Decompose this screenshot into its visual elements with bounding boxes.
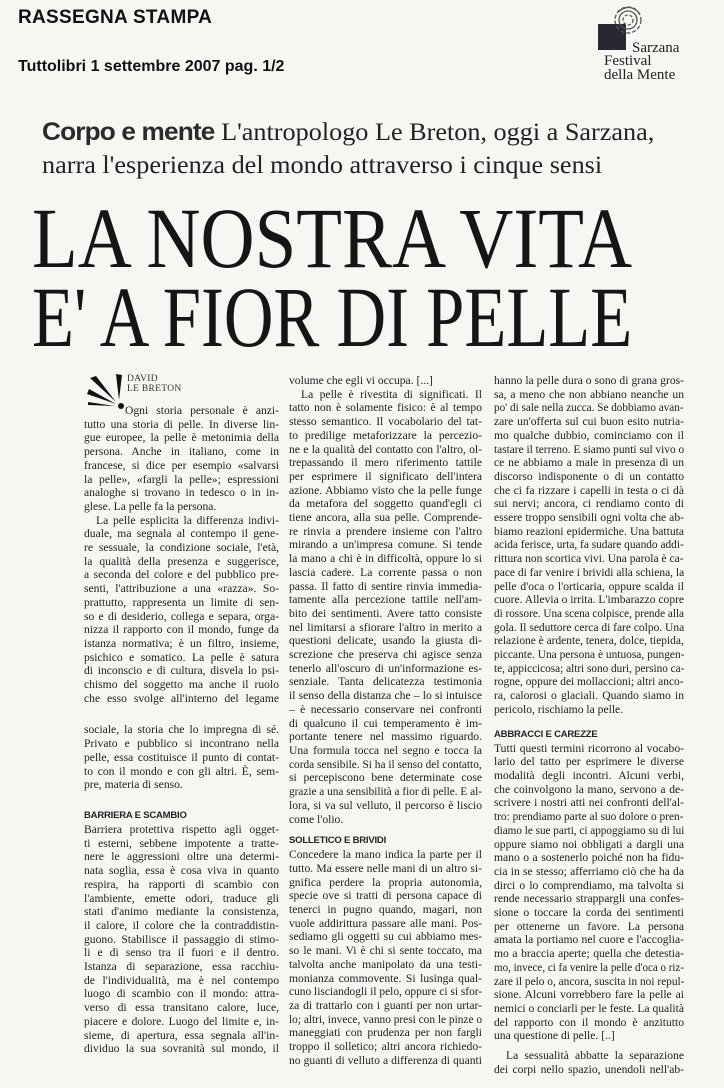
text-line: il senso della distanza che – lo si intuisce bbox=[289, 689, 482, 703]
text-line: il calore, il colore che la contraddistin- bbox=[84, 918, 279, 932]
text-line: troppo il solletico; altri ancora richiedo- bbox=[289, 1040, 482, 1054]
text-line: tutto. Ma essere nelle mani di un altro si- bbox=[289, 861, 482, 875]
logo-line-festival-text: Festival bbox=[604, 53, 652, 69]
text-line: guono. Stabilisce il passaggio di stimo- bbox=[84, 932, 279, 946]
text-line: ce ne abbiamo a male in presenza di un bbox=[494, 456, 684, 470]
text-line: la qualità della presenza e suggerisce, bbox=[84, 554, 279, 568]
text-line: relazione è ardente, tenera, dolce, tiepida, bbox=[494, 634, 684, 648]
text-line: bito dei sentimenti. Avere tatto consiste bbox=[289, 606, 482, 620]
text-line: mirando a un'impresa comune. Si tende bbox=[289, 538, 482, 552]
text-line: che coinvolgono la mano, servono a de- bbox=[494, 782, 684, 796]
text-line: sociale, la storia che lo impregna di sé. bbox=[84, 723, 279, 737]
text-line: come l'olio. bbox=[289, 812, 344, 826]
text-line: mo a braccia aperte; quella che detestia- bbox=[494, 947, 684, 961]
text-line: Una formula tocca nel segno e tocca la bbox=[289, 743, 482, 757]
text-line: sui nervi; ancora, ci rendiamo conto di bbox=[494, 497, 684, 511]
text-line: sa, a meno che non abbiano neanche un bbox=[494, 387, 684, 401]
text-line: lo; altri, invece, vanno presi con le pinze o bbox=[289, 1012, 483, 1026]
text-line: lora, si va sul velluto, il percorso è liscio bbox=[289, 798, 482, 812]
text-line: mo qualche dubbio, cominciamo con il bbox=[494, 428, 684, 442]
text-line: discorso indisponente o di un contatto bbox=[494, 469, 684, 483]
paragraph bbox=[289, 388, 482, 827]
section-heading: SOLLETICO E BRIVIDI bbox=[289, 835, 387, 847]
text-line: talvolta anche manipolato da una testi- bbox=[289, 957, 482, 971]
text-line: sione o toccare la corda dei sentimenti bbox=[494, 906, 684, 920]
text-line: dividuo la sua sovranità sul mondo, il bbox=[84, 1042, 279, 1056]
text-line: lario del tatto per esprimere le diverse bbox=[494, 755, 684, 769]
text-line: monianza commovente. Si lusinga qual- bbox=[289, 971, 482, 985]
text-line: stesso semantico. Il vocabolario del tat- bbox=[289, 415, 482, 429]
text-line: za di trattarlo con i guanti per non urtar- bbox=[289, 998, 482, 1012]
headline-line-2: E' A FIOR DI PELLE bbox=[32, 269, 633, 365]
text-line: tutto una storia di pelle. In diverse lin- bbox=[84, 417, 279, 431]
paragraph bbox=[84, 404, 279, 514]
text-line: glese. La pelle fa la persona. bbox=[84, 499, 217, 513]
text-line: psichico e somatico. La pelle è satura bbox=[84, 650, 279, 664]
text-line: sione. Alcuni vorrebbero fare la pelle ai bbox=[494, 988, 684, 1002]
text-line: hanno la pelle dura o sono di grana gros- bbox=[494, 374, 684, 387]
text-line: la mano a chi è in difficoltà, oppure lo si bbox=[289, 552, 482, 566]
text-line: Concedere la mano indica la parte per il bbox=[289, 848, 482, 862]
text-line: da metafora del soggetto quand'egli ci bbox=[289, 497, 482, 511]
festival-logo bbox=[596, 4, 706, 84]
subtitle-text-1: L'antropologo Le Breton, oggi a Sarzana, bbox=[221, 119, 655, 146]
paragraph bbox=[84, 723, 279, 792]
text-line: sieme, di apertura, essa segnala all'in- bbox=[84, 1028, 279, 1042]
text-line: vuole addirittura passare alle mani. Pos- bbox=[289, 916, 482, 930]
text-line: mano o a sostenerlo poiché non ha fidu- bbox=[494, 851, 684, 865]
author-last-name: LE BRETON bbox=[127, 384, 182, 394]
text-line: rogne, oppure dei mollaccioni; altri anco- bbox=[494, 675, 684, 689]
text-line: no guanti di velluto a differenza di quanti bbox=[289, 1053, 482, 1067]
text-line: francese, si dice per esempio «salvarsi bbox=[84, 458, 279, 472]
text-line: portante tenere nel massimo riguardo. bbox=[289, 730, 482, 744]
paragraph bbox=[494, 1049, 684, 1076]
text-line: per ottenerne un favore. La persona bbox=[494, 919, 684, 933]
text-line: Tutti questi termini ricorrono al vocabo- bbox=[494, 741, 684, 755]
headline-line-1: LA NOSTRA VITA bbox=[32, 190, 633, 286]
text-line: tamente alla percezione tattile nell'am- bbox=[289, 593, 482, 607]
text-line: una questione di pelle. [..] bbox=[494, 1029, 615, 1043]
text-line: luogo di scambio con il mondo: attra- bbox=[84, 987, 279, 1001]
text-line: Barriera protettiva rispetto agli ogget- bbox=[84, 822, 279, 836]
text-line: li e di senso tra il fuori e il dentro. bbox=[84, 946, 279, 960]
text-line: Privato e pubblico si incontrano nella bbox=[84, 737, 279, 751]
subtitle-line-2: narra l'esperienza del mondo attraverso i cinque sensi bbox=[42, 152, 603, 179]
text-line: piacere e dolore. Luogo del limite e, in- bbox=[84, 1014, 279, 1028]
logo-line-della-mente: della Mente bbox=[604, 67, 676, 83]
text-line: cuno lisciandogli il pelo, oppure ci si sfor- bbox=[289, 985, 483, 999]
text-line: corda sensibile. Si ha il senso del contatto, bbox=[289, 757, 482, 771]
section-heading: BARRIERA E SCAMBIO bbox=[84, 809, 187, 821]
column-1 bbox=[84, 374, 279, 1056]
text-line: essere troppo sensibili ogni volta che ab- bbox=[494, 511, 684, 525]
text-line: nemici o conciarli per le feste. La qualità bbox=[494, 1001, 684, 1015]
text-line: modalità degli incontri. Alcuni verbi, bbox=[494, 768, 684, 782]
text-line: amata la portiamo nel cuore e l'accoglia- bbox=[494, 933, 684, 947]
text-line: – è necessario conservare nei confronti bbox=[289, 702, 482, 716]
text-line: so le mani. Vi è chi si sente toccato, ma bbox=[289, 944, 482, 958]
text-line: rende necessario strappargli una confes- bbox=[494, 892, 684, 906]
text-line: per esprimere il significato dell'intera bbox=[289, 469, 482, 483]
text-line: cuore. Allevia o irrita. L'imbarazzo copre bbox=[494, 593, 685, 607]
text-line: La pelle esplicita la differenza indivi- bbox=[96, 513, 279, 527]
text-line: trepassando il mero riferimento tattile bbox=[289, 456, 482, 470]
text-line: del rapporto con il mondo è anzitutto bbox=[494, 1015, 684, 1029]
text-line: l'ambiente, emette odori, traduce gli bbox=[84, 891, 279, 905]
text-line: di inconscio e di cultura, disvela lo psi- bbox=[84, 664, 279, 678]
text-line: tenerci in pugno quando, magari, non bbox=[289, 903, 482, 917]
text-line: tenerlo all'oscuro di un'informazione es- bbox=[289, 661, 482, 675]
press-review-label: RASSEGNA STAMPA bbox=[18, 7, 213, 28]
text-line: stati d'animo mediante la consistenza, bbox=[84, 905, 279, 919]
paragraph bbox=[494, 374, 684, 717]
text-line: pericolo, rischiamo la pelle. bbox=[494, 702, 624, 716]
text-line: tastare il terreno. E siamo punti sul vivo o bbox=[494, 442, 685, 456]
text-line: dirci o lo comprendiamo, ma talvolta si bbox=[494, 878, 684, 892]
text-line: verso di essa transitano calore, luce, bbox=[84, 1001, 279, 1015]
text-line: pelle, essa costituisce il punto di contat- bbox=[84, 750, 279, 764]
text-line: nizza il rapporto con il mondo, funge da bbox=[84, 623, 279, 637]
text-line: rittura non scortica vivi. Una parola è ca- bbox=[494, 552, 684, 566]
text-line: tro: prendiamo parte al suo dolore o pren- bbox=[494, 810, 684, 824]
text-line: grazie a una sensibilità a fior di pelle. E al- bbox=[289, 785, 482, 799]
text-line: senti, l'attribuzione a una «razza». So- bbox=[84, 582, 279, 596]
section-heading: ABBRACCI E CAREZZE bbox=[494, 728, 598, 740]
paragraph bbox=[289, 848, 482, 1067]
text-line: oppure siamo noi obbligati a dargli una bbox=[494, 837, 684, 851]
author-first-name: DAVID bbox=[127, 374, 158, 384]
text-line: istanza normativa; è un filtro, insieme, bbox=[84, 636, 279, 650]
text-line: la pelle», «fargli la pelle»; espressioni bbox=[84, 472, 279, 486]
text-line: prattutto, rappresenta un limite di sen- bbox=[84, 595, 279, 609]
text-line: te, appiccicosa; altri sono duri, persino ca- bbox=[494, 661, 685, 675]
text-line: ne e la qualità del contatto con l'altro, ol- bbox=[289, 442, 482, 456]
text-line: persona. Anche in italiano, come in bbox=[84, 445, 279, 459]
text-line: nere le aggressioni oltre una determi- bbox=[84, 850, 279, 864]
text-line: duale, ma segnala al contempo il gene- bbox=[84, 527, 279, 541]
text-line: pace di far venire i brividi alla schiena, la bbox=[494, 565, 685, 579]
text-line: dei corpi nello spazio, unendoli nell'ab- bbox=[494, 1062, 684, 1076]
text-line: tiene ancora, alla sua pelle. Comprende- bbox=[289, 511, 482, 525]
text-line: La sessualità abbatte la separazione bbox=[506, 1049, 684, 1063]
text-line: zare un'offerta sul cui buon esito nutria- bbox=[494, 415, 684, 429]
publication-info: Tuttolibri 1 settembre 2007 pag. 1/2 bbox=[18, 58, 285, 75]
text-line: maneggiati con prudenza per non fargli bbox=[289, 1026, 482, 1040]
text-line: chismo del soggetto ma anche il ruolo bbox=[84, 678, 279, 692]
text-line: ti esterni, sebbene impotente a tratte- bbox=[84, 836, 279, 850]
text-line: acida ferisce, urta, fa sudare quando addi- bbox=[494, 538, 684, 552]
text-line: gola. Il seduttore cerca di fare colpo. Una bbox=[494, 620, 685, 634]
column-2 bbox=[289, 374, 482, 1067]
text-line: specie ove si tratti di persona capace di bbox=[289, 889, 482, 903]
text-line: che ci fa rizzare i capelli in testa o ci dà bbox=[494, 483, 684, 497]
text-line: La pelle è rivestita di significati. Il bbox=[301, 387, 482, 401]
text-line: lascia cadere. La corrente passa o non bbox=[289, 565, 482, 579]
paragraph bbox=[289, 374, 482, 388]
text-line: questioni delicate, usando la giusta di- bbox=[289, 634, 482, 648]
text-line: analoghe si trovano in tedesco o in in- bbox=[84, 486, 279, 500]
logo-line-festival bbox=[604, 54, 675, 82]
text-line: mo, invece, ci fa venire la pelle d'oca o riz- bbox=[494, 960, 685, 974]
text-line: so e di desiderio, collega e separa, orga- bbox=[84, 609, 279, 623]
text-line: di qualcuno il cui temperamento è im- bbox=[289, 716, 482, 730]
text-line: re rinvia a prendere insieme con l'altro bbox=[289, 524, 482, 538]
logo-line-sarzana: Sarzana bbox=[632, 40, 680, 56]
subtitle-line-1 bbox=[42, 118, 654, 148]
text-line: re sessuale, la condizione sociale, l'età, bbox=[84, 541, 279, 555]
paragraph bbox=[84, 823, 279, 1056]
text-line: de l'individualità, ma è nel contempo bbox=[84, 973, 279, 987]
text-line: volume che egli vi occupa. [...] bbox=[289, 374, 433, 387]
text-line: nata soglia, essa è cosa viva in quanto bbox=[84, 864, 279, 878]
text-line: zare il pelo o, ancora, suscita in noi repul- bbox=[494, 974, 685, 988]
text-line: cia in se stesso; afferriamo ciò che ha da bbox=[494, 864, 684, 878]
text-line: po' di sale nella zucca. Se dobbiamo avan- bbox=[494, 401, 684, 415]
text-line: passa. Il fatto di sentire rinvia immedia- bbox=[289, 579, 482, 593]
text-line: scrivere i nostri atti nei confronti dell'al- bbox=[494, 796, 684, 810]
text-line: di rossore. Una scena colpisce, prende alla bbox=[494, 606, 685, 620]
text-line: pelle d'oca o l'orticaria, oppure scalda il bbox=[494, 579, 684, 593]
text-line: gnifica perdere la propria autonomia, bbox=[289, 875, 482, 889]
text-line: nel limitarsi a sfiorare l'altro in merito a bbox=[289, 620, 482, 634]
text-line: piccante. Una persona è untuosa, pungen- bbox=[494, 648, 685, 662]
text-line: ra, calorosi o glaciali. Quando siamo in bbox=[494, 689, 684, 703]
text-line: screzione che preserva chi agisce senza bbox=[289, 648, 482, 662]
text-line: Istanza di separazione, essa racchiu- bbox=[84, 960, 279, 974]
text-line: respira, ha rapporti di scambio con bbox=[84, 877, 279, 891]
text-line: tatto non è solamente fisico: è al tempo bbox=[289, 401, 482, 415]
text-line: to predilige metaforizzare la percezio- bbox=[289, 428, 482, 442]
text-line: a seconda del colore e del pubblico pre- bbox=[84, 568, 279, 582]
text-line: che esso svolge all'interno del legame bbox=[84, 691, 279, 705]
text-line: diamo le sue parti, ci appoggiamo su di lui bbox=[494, 823, 685, 837]
text-line: pre, materia di senso. bbox=[84, 778, 183, 792]
text-line: si percepiscono bene determinate cose bbox=[289, 771, 482, 785]
kicker: Corpo e mente bbox=[42, 118, 215, 146]
text-line: azione. Abbiamo visto che la pelle funge bbox=[289, 483, 482, 497]
text-line: sediamo gli oggetti su cui abbiamo mes- bbox=[289, 930, 482, 944]
paragraph bbox=[494, 742, 684, 1043]
text-line: senziale. Tanta delicatezza testimonia bbox=[289, 675, 482, 689]
column-3 bbox=[494, 374, 684, 1076]
paragraph bbox=[84, 514, 279, 706]
text-line: to con il mondo e con gli altri. È, sem- bbox=[84, 764, 279, 778]
text-line: biamo reazioni epidermiche. Una battuta bbox=[494, 524, 684, 538]
text-line: gue europee, la pelle è metonimia della bbox=[84, 431, 279, 445]
text-line: Ogni storia personale è anzi- bbox=[125, 404, 279, 417]
